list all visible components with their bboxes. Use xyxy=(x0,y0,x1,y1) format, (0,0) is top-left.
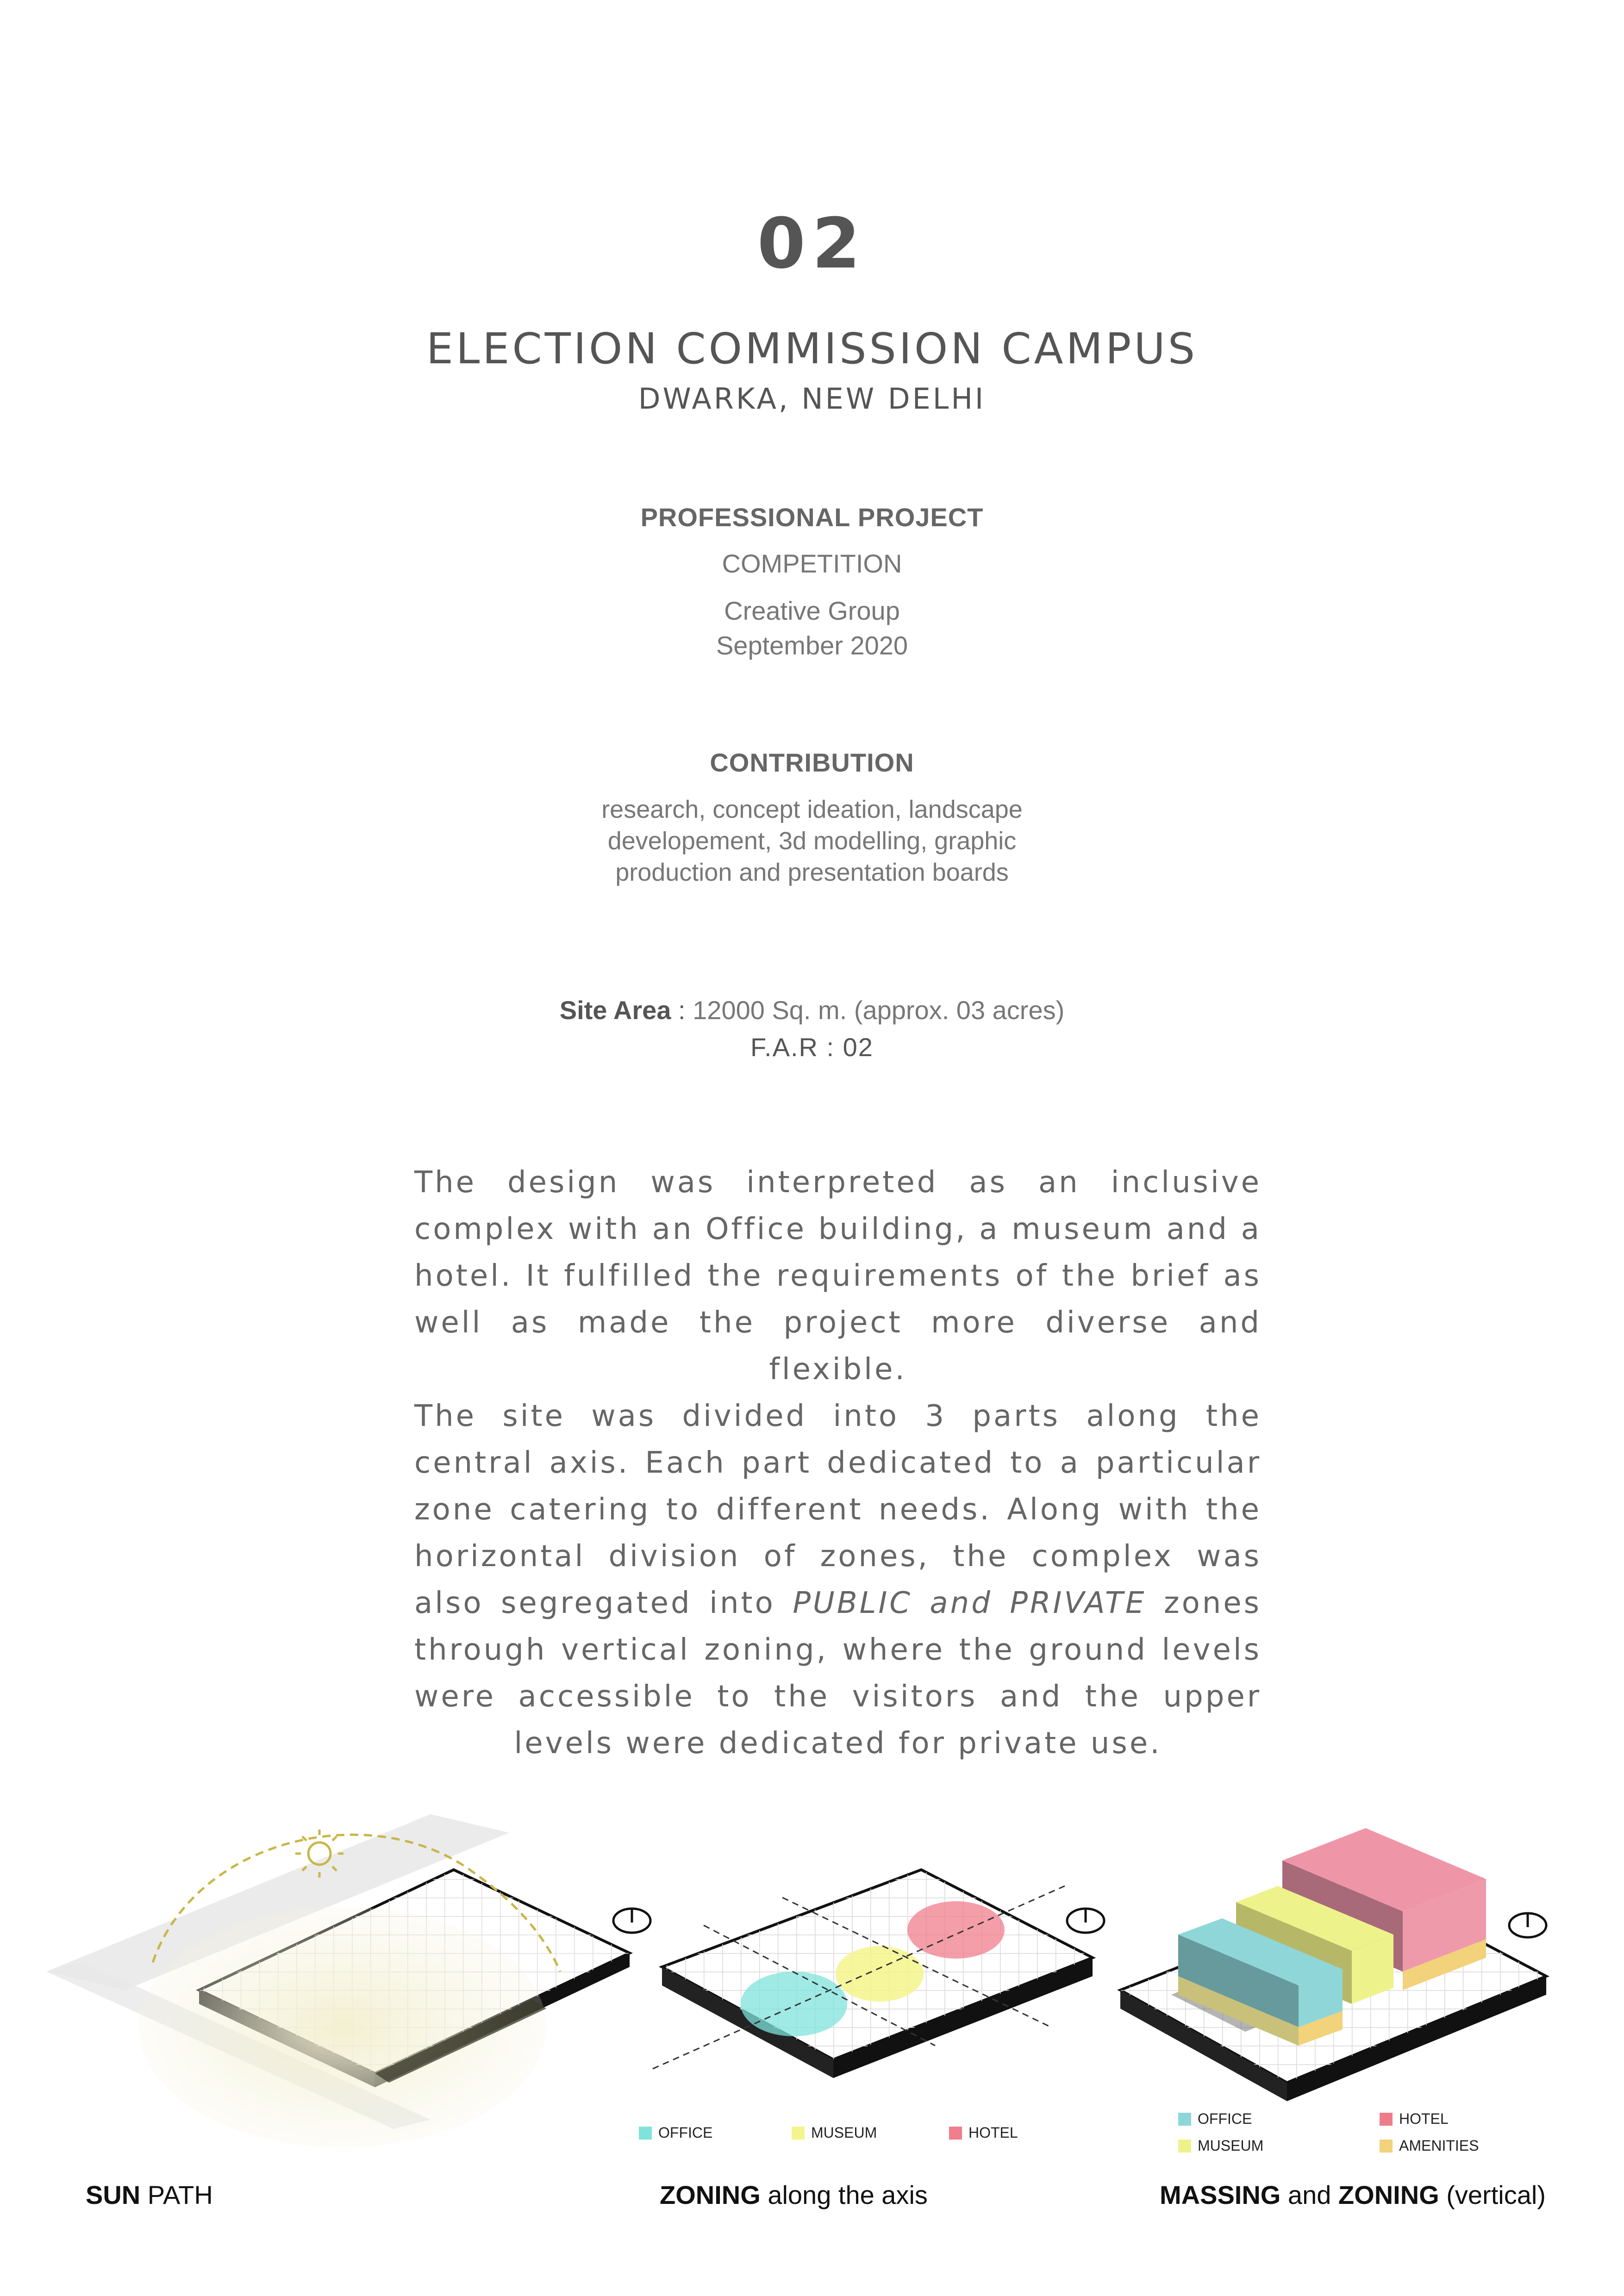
massing-legend-amenities xyxy=(1380,2137,1479,2154)
zoning-legend-museum xyxy=(792,2124,877,2141)
project-category: COMPETITION xyxy=(722,549,902,578)
legend-label: MUSEUM xyxy=(811,2124,877,2141)
contribution-line: production and presentation boards xyxy=(615,859,1009,886)
caption-rest: along the axis xyxy=(760,2180,928,2209)
legend-label: OFFICE xyxy=(658,2124,713,2141)
zoning-diagram xyxy=(653,1870,1104,2078)
caption-rest: (vertical) xyxy=(1439,2180,1546,2209)
contribution-heading: CONTRIBUTION xyxy=(710,748,914,777)
hotel-swatch xyxy=(1380,2113,1393,2126)
far-ratio: F.A.R : 02 xyxy=(750,1033,874,1062)
zoning-caption xyxy=(660,2180,928,2210)
caption-bold: ZONING xyxy=(1338,2180,1439,2209)
massing-legend-museum xyxy=(1178,2137,1263,2154)
amenities-swatch xyxy=(1380,2140,1393,2153)
description-paragraph-1: The design was interpreted as an inclusive complex with an Office building, a museum and a hotel. It fulfilled the requirements of the brief as well as made the project more diverse and flexible. xyxy=(414,1165,1262,1387)
legend-label: OFFICE xyxy=(1198,2110,1252,2127)
sun-path-diagram xyxy=(46,1814,650,2147)
museum-swatch xyxy=(792,2127,805,2140)
site-area: Site Area : 12000 Sq. m. (approx. 03 acres) xyxy=(559,996,1065,1025)
caption-bold: MASSING xyxy=(1160,2180,1281,2209)
museum-swatch xyxy=(1178,2140,1191,2153)
caption-bold: ZONING xyxy=(660,2180,761,2209)
para2-emphasis: PUBLIC and PRIVATE xyxy=(793,1586,1147,1620)
project-title: ELECTION COMMISSION CAMPUS xyxy=(426,324,1198,373)
caption-rest: PATH xyxy=(140,2180,213,2209)
caption-mid: and xyxy=(1280,2180,1338,2209)
zoning-legend-hotel xyxy=(949,2124,1018,2141)
legend-label: HOTEL xyxy=(968,2124,1018,2141)
description-paragraph-2 xyxy=(414,1393,1262,1767)
far-label: F.A.R xyxy=(750,1033,818,1062)
far-value: 02 xyxy=(843,1033,874,1062)
north-arrow-icon xyxy=(1067,1909,1104,1933)
sun-path-caption xyxy=(86,2180,213,2210)
site-area-label: Site Area xyxy=(559,996,671,1025)
para2-text-a: The site was divided into 3 parts along the central axis. Each part dedicated to a particular zone catering to different needs. Along with the horizontal division of zones, the complex was also segregated into xyxy=(414,1399,1262,1620)
legend-label: AMENITIES xyxy=(1399,2137,1479,2154)
office-swatch xyxy=(1178,2113,1191,2126)
massing-legend-office xyxy=(1178,2110,1252,2128)
hotel-swatch xyxy=(949,2127,962,2140)
north-arrow-icon xyxy=(613,1909,650,1933)
contribution-text xyxy=(0,794,1624,888)
office-swatch xyxy=(639,2127,652,2140)
site-area-value: 12000 Sq. m. (approx. 03 acres) xyxy=(693,996,1065,1025)
project-date: September 2020 xyxy=(716,631,908,660)
massing-caption xyxy=(1160,2180,1546,2210)
para2-text-b: zones through vertical zoning, where the ground levels were accessible to the visitors and the upper levels were dedicated for private use. xyxy=(414,1586,1262,1761)
project-type: PROFESSIONAL PROJECT xyxy=(640,503,984,532)
caption-bold: SUN xyxy=(86,2180,141,2209)
massing-diagram xyxy=(1120,1828,1546,2101)
office-zone xyxy=(741,1972,847,2036)
legend-label: MUSEUM xyxy=(1198,2137,1264,2154)
project-location: DWARKA, NEW DELHI xyxy=(638,382,986,416)
zoning-legend-office xyxy=(639,2124,712,2141)
legend-label: HOTEL xyxy=(1399,2110,1449,2127)
massing-legend-hotel xyxy=(1380,2110,1449,2128)
project-firm: Creative Group xyxy=(724,596,900,625)
contribution-line: developement, 3d modelling, graphic xyxy=(607,827,1017,855)
project-number: 02 xyxy=(757,204,867,284)
north-arrow-icon xyxy=(1509,1913,1546,1937)
contribution-line: research, concept ideation, landscape xyxy=(601,796,1023,823)
